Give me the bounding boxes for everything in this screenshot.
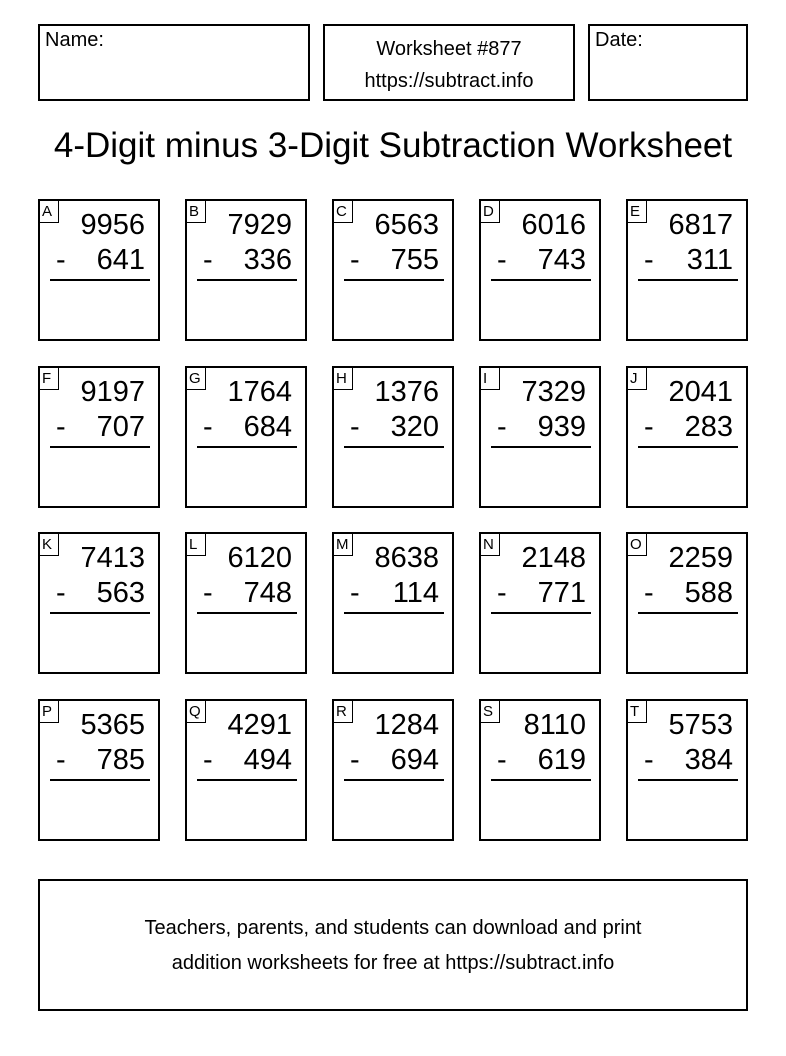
problem-label: F bbox=[40, 368, 59, 390]
minus-sign: - bbox=[56, 577, 66, 609]
answer-line bbox=[638, 446, 738, 448]
problem-label: S bbox=[481, 701, 500, 723]
worksheet-id: Worksheet #877 bbox=[376, 38, 522, 60]
name-label: Name: bbox=[45, 29, 104, 51]
minus-sign: - bbox=[497, 577, 507, 609]
problem-minuend: 6563 bbox=[374, 209, 439, 241]
problem-minuend: 6817 bbox=[668, 209, 733, 241]
problem-label: J bbox=[628, 368, 647, 390]
problem-subtrahend: 283 bbox=[684, 411, 733, 443]
problem-label: A bbox=[40, 201, 59, 223]
answer-line bbox=[197, 279, 297, 281]
minus-sign: - bbox=[497, 411, 507, 443]
problem-subtrahend: 939 bbox=[537, 411, 586, 443]
problem-minuend: 5365 bbox=[80, 709, 145, 741]
problem-minuend: 2148 bbox=[521, 542, 586, 574]
problem-card[interactable] bbox=[185, 199, 307, 341]
problem-label: D bbox=[481, 201, 500, 223]
problem-minuend: 7329 bbox=[521, 376, 586, 408]
problem-minuend: 4291 bbox=[227, 709, 292, 741]
minus-sign: - bbox=[644, 244, 654, 276]
answer-line bbox=[344, 279, 444, 281]
problem-subtrahend: 563 bbox=[96, 577, 145, 609]
problem-card[interactable] bbox=[626, 699, 748, 841]
problem-card[interactable] bbox=[626, 532, 748, 674]
minus-sign: - bbox=[350, 411, 360, 443]
problem-card[interactable] bbox=[626, 366, 748, 508]
problem-subtrahend: 755 bbox=[390, 244, 439, 276]
problem-card[interactable] bbox=[185, 366, 307, 508]
problem-label: G bbox=[187, 368, 206, 390]
minus-sign: - bbox=[56, 244, 66, 276]
problem-minuend: 9197 bbox=[80, 376, 145, 408]
minus-sign: - bbox=[203, 411, 213, 443]
problem-minuend: 7413 bbox=[80, 542, 145, 574]
name-field[interactable] bbox=[38, 24, 310, 101]
minus-sign: - bbox=[56, 411, 66, 443]
problem-minuend: 1284 bbox=[374, 709, 439, 741]
minus-sign: - bbox=[644, 577, 654, 609]
problem-subtrahend: 311 bbox=[686, 244, 733, 276]
problem-minuend: 6016 bbox=[521, 209, 586, 241]
problem-minuend: 6120 bbox=[227, 542, 292, 574]
answer-line bbox=[344, 612, 444, 614]
problem-label: N bbox=[481, 534, 500, 556]
problem-subtrahend: 384 bbox=[684, 744, 733, 776]
problem-subtrahend: 320 bbox=[390, 411, 439, 443]
problem-card[interactable] bbox=[38, 199, 160, 341]
problem-label: L bbox=[187, 534, 206, 556]
problem-subtrahend: 743 bbox=[537, 244, 586, 276]
minus-sign: - bbox=[203, 244, 213, 276]
problem-card[interactable] bbox=[332, 366, 454, 508]
problem-subtrahend: 641 bbox=[96, 244, 145, 276]
problem-label: K bbox=[40, 534, 59, 556]
answer-line bbox=[197, 779, 297, 781]
answer-line bbox=[50, 779, 150, 781]
problem-minuend: 5753 bbox=[668, 709, 733, 741]
problem-card[interactable] bbox=[479, 199, 601, 341]
problem-minuend: 1764 bbox=[227, 376, 292, 408]
minus-sign: - bbox=[350, 244, 360, 276]
problem-card[interactable] bbox=[332, 699, 454, 841]
answer-line bbox=[638, 279, 738, 281]
problem-label: P bbox=[40, 701, 59, 723]
problem-minuend: 9956 bbox=[80, 209, 145, 241]
problem-subtrahend: 619 bbox=[537, 744, 586, 776]
footer-line-2: addition worksheets for free at https://subtract.info bbox=[171, 952, 615, 974]
minus-sign: - bbox=[497, 744, 507, 776]
answer-line bbox=[50, 279, 150, 281]
problem-label: B bbox=[187, 201, 206, 223]
minus-sign: - bbox=[644, 411, 654, 443]
problem-card[interactable] bbox=[38, 699, 160, 841]
problem-card[interactable] bbox=[479, 532, 601, 674]
problem-card[interactable] bbox=[626, 199, 748, 341]
answer-line bbox=[491, 612, 591, 614]
answer-line bbox=[197, 612, 297, 614]
problem-minuend: 8638 bbox=[374, 542, 439, 574]
footer-box bbox=[38, 879, 748, 1011]
problem-card[interactable] bbox=[332, 199, 454, 341]
problem-label: R bbox=[334, 701, 353, 723]
answer-line bbox=[638, 779, 738, 781]
problem-minuend: 7929 bbox=[227, 209, 292, 241]
problem-minuend: 8110 bbox=[523, 709, 586, 741]
answer-line bbox=[344, 779, 444, 781]
problem-minuend: 1376 bbox=[374, 376, 439, 408]
minus-sign: - bbox=[350, 744, 360, 776]
page-title: 4-Digit minus 3-Digit Subtraction Worksheet bbox=[53, 126, 733, 165]
problem-card[interactable] bbox=[185, 699, 307, 841]
answer-line bbox=[491, 279, 591, 281]
problem-label: O bbox=[628, 534, 647, 556]
minus-sign: - bbox=[497, 244, 507, 276]
problem-subtrahend: 494 bbox=[243, 744, 292, 776]
problem-label: Q bbox=[187, 701, 206, 723]
problem-subtrahend: 684 bbox=[243, 411, 292, 443]
answer-line bbox=[638, 612, 738, 614]
answer-line bbox=[50, 446, 150, 448]
problem-card[interactable] bbox=[38, 532, 160, 674]
answer-line bbox=[197, 446, 297, 448]
answer-line bbox=[50, 612, 150, 614]
problem-card[interactable] bbox=[185, 532, 307, 674]
problem-card[interactable] bbox=[38, 366, 160, 508]
problem-subtrahend: 785 bbox=[96, 744, 145, 776]
minus-sign: - bbox=[644, 744, 654, 776]
problem-minuend: 2259 bbox=[668, 542, 733, 574]
problem-subtrahend: 748 bbox=[243, 577, 292, 609]
date-label: Date: bbox=[595, 29, 643, 51]
answer-line bbox=[344, 446, 444, 448]
problem-subtrahend: 707 bbox=[96, 411, 145, 443]
footer-line-1: Teachers, parents, and students can download and print bbox=[144, 917, 642, 939]
problem-label: C bbox=[334, 201, 353, 223]
minus-sign: - bbox=[350, 577, 360, 609]
answer-line bbox=[491, 446, 591, 448]
minus-sign: - bbox=[203, 577, 213, 609]
problem-subtrahend: 114 bbox=[392, 577, 439, 609]
date-field[interactable] bbox=[588, 24, 748, 101]
problem-label: I bbox=[481, 368, 500, 390]
problem-card[interactable] bbox=[479, 699, 601, 841]
problem-subtrahend: 694 bbox=[390, 744, 439, 776]
problem-subtrahend: 336 bbox=[243, 244, 292, 276]
problem-subtrahend: 771 bbox=[537, 577, 586, 609]
problem-label: T bbox=[628, 701, 647, 723]
problem-minuend: 2041 bbox=[668, 376, 733, 408]
problem-subtrahend: 588 bbox=[684, 577, 733, 609]
worksheet-info-box bbox=[323, 24, 575, 101]
minus-sign: - bbox=[56, 744, 66, 776]
problem-card[interactable] bbox=[332, 532, 454, 674]
minus-sign: - bbox=[203, 744, 213, 776]
problem-label: M bbox=[334, 534, 353, 556]
worksheet-url: https://subtract.info bbox=[364, 70, 534, 92]
problem-label: E bbox=[628, 201, 647, 223]
answer-line bbox=[491, 779, 591, 781]
problem-card[interactable] bbox=[479, 366, 601, 508]
problem-label: H bbox=[334, 368, 353, 390]
